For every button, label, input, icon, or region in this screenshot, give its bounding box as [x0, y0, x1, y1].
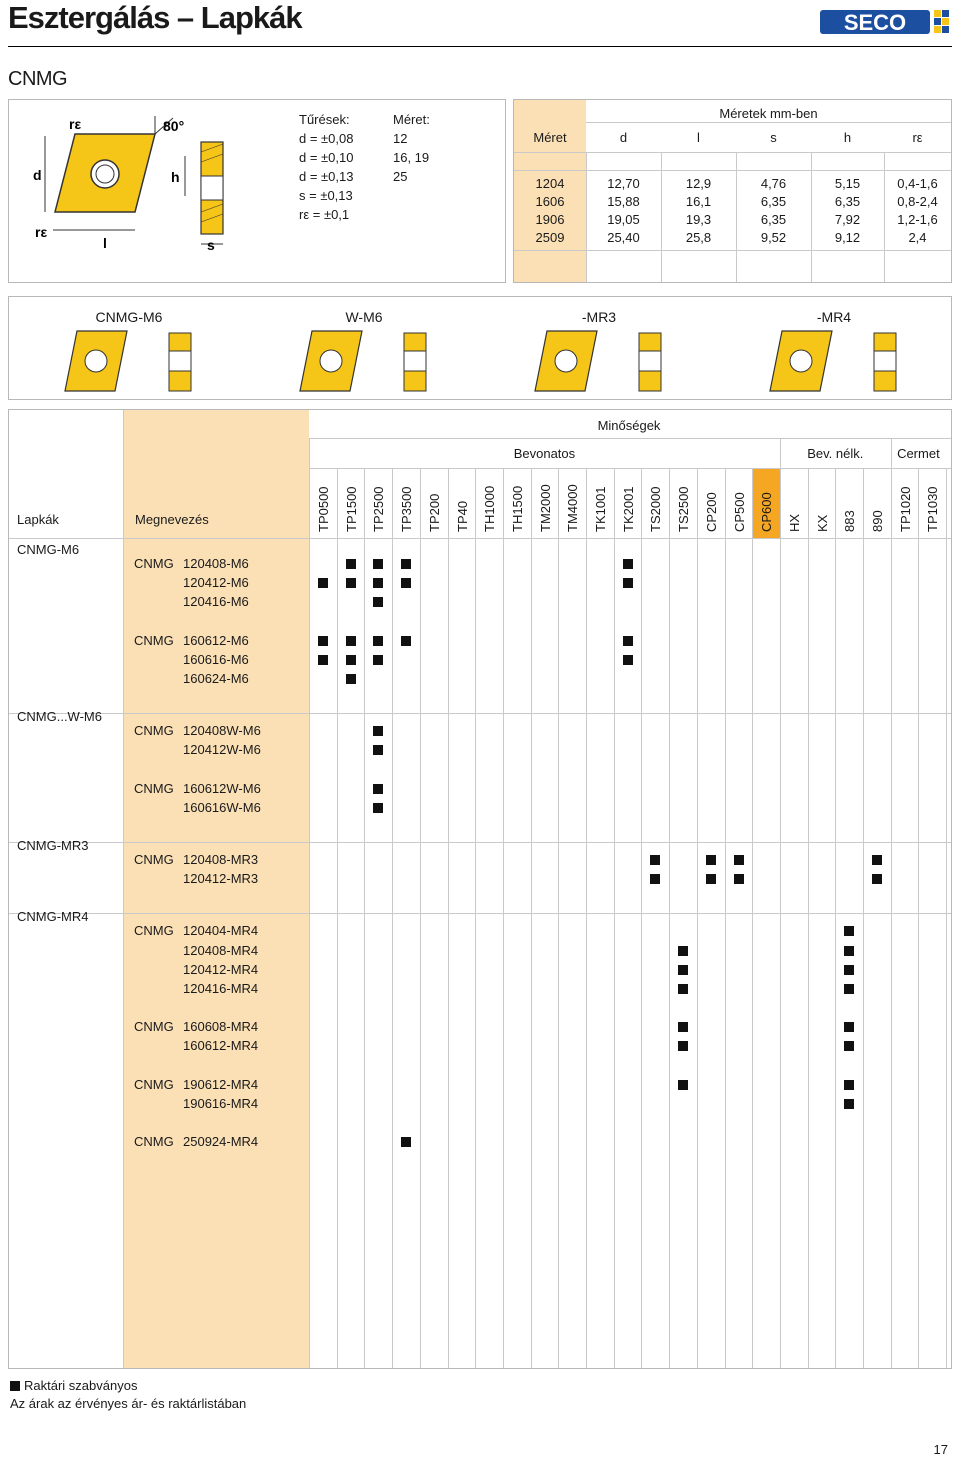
rule — [661, 152, 662, 282]
rule — [614, 468, 615, 1368]
rule — [514, 152, 951, 153]
stock-mark — [373, 745, 383, 755]
dimension-value: 1,2-1,6 — [897, 212, 938, 227]
label-s: s — [207, 237, 215, 253]
stock-mark — [844, 1022, 854, 1032]
row-name: 120416-MR4 — [183, 981, 259, 996]
row-name: 120408-MR3 — [183, 852, 259, 867]
grade-header: TP1020 — [897, 486, 913, 532]
geometry-label: -MR3 — [581, 309, 617, 325]
stock-mark — [844, 984, 854, 994]
tolerance-header: Tűrések: — [299, 112, 350, 127]
row-prefix: CNMG — [134, 1134, 174, 1149]
rule — [420, 468, 421, 1368]
rule — [586, 468, 587, 1368]
stock-mark — [373, 559, 383, 569]
row-name: 190612-MR4 — [183, 1076, 259, 1092]
grade-header: TP2500 — [371, 486, 387, 532]
tolerance-value: d = ±0,10 — [299, 150, 354, 165]
stock-mark — [373, 784, 383, 794]
stock-mark — [734, 874, 744, 884]
grade-header: TS2000 — [648, 486, 664, 532]
rule — [586, 122, 951, 123]
coated-header: Bevonatos — [513, 446, 576, 461]
stock-mark — [844, 1041, 854, 1051]
geometry-label: CNMG-M6 — [95, 309, 163, 325]
dimension-value: 15,88 — [607, 194, 640, 209]
grade-header: KX — [814, 514, 830, 532]
row-name: 160612W-M6 — [183, 780, 261, 796]
dimension-value: 7,92 — [834, 212, 861, 227]
stock-mark — [650, 855, 660, 865]
name-column-bg — [123, 410, 309, 1368]
rule — [863, 468, 864, 1368]
row-name: 120404-MR4 — [183, 923, 259, 939]
column-header: s — [770, 130, 777, 145]
row-prefix: CNMG — [134, 780, 174, 796]
grade-header: TP1500 — [343, 486, 359, 532]
tolerances-list — [299, 110, 453, 224]
dimension-value: 25,8 — [685, 230, 712, 245]
stock-mark — [678, 946, 688, 956]
row-name: 160624-M6 — [183, 671, 249, 686]
stock-mark — [706, 874, 716, 884]
geometry-label: W-M6 — [345, 309, 383, 325]
rule — [736, 152, 737, 282]
size-value — [393, 205, 453, 224]
row-name: 160612-M6 — [183, 632, 249, 648]
stock-mark — [706, 855, 716, 865]
rule — [835, 468, 836, 1368]
grade-header: TK2001 — [620, 486, 636, 532]
geometry-illustration — [294, 329, 444, 393]
size-code: 1606 — [535, 194, 565, 209]
dimension-value: 25,40 — [607, 230, 640, 245]
grade-header: 883 — [842, 510, 858, 532]
tolerance-value: s = ±0,13 — [299, 188, 353, 203]
page-number: 17 — [933, 1442, 948, 1457]
name-header: Megnevezés — [135, 512, 209, 527]
uncoated-header: Bev. nélk. — [807, 446, 864, 461]
grades-table — [8, 409, 952, 1369]
stock-mark — [318, 655, 328, 665]
row-prefix: CNMG — [134, 723, 174, 739]
stock-mark — [318, 578, 328, 588]
row-name: 160616W-M6 — [183, 799, 261, 815]
stock-mark — [373, 597, 383, 607]
dimension-value: 0,4-1,6 — [897, 176, 938, 191]
grade-header: CP200 — [703, 492, 719, 532]
row-prefix: CNMG — [134, 852, 174, 867]
rule — [586, 152, 587, 282]
tolerance-value: rε = ±0,1 — [299, 207, 350, 222]
rule — [531, 468, 532, 1368]
stock-mark — [373, 578, 383, 588]
section-title: CNMG — [8, 68, 68, 90]
size-value — [393, 186, 453, 205]
row-name: 120412-MR4 — [183, 961, 259, 977]
grade-header: TM4000 — [565, 484, 581, 532]
dimension-value: 16,1 — [685, 194, 712, 209]
stock-mark — [734, 855, 744, 865]
label-re-bottom: rε — [35, 224, 48, 240]
row-prefix: CNMG — [134, 556, 174, 571]
label-l: l — [103, 235, 107, 251]
group-label: CNMG-MR4 — [17, 909, 89, 925]
rule — [669, 468, 670, 1368]
rule — [558, 468, 559, 1368]
label-d: d — [33, 167, 42, 183]
rule — [448, 468, 449, 1368]
column-header: Méret — [533, 130, 567, 145]
size-value: 25 — [393, 169, 408, 184]
dimensions-title: Méretek mm-ben — [719, 106, 818, 121]
price-note: Az árak az érvényes ár- és raktárlistában — [10, 1396, 247, 1411]
dimension-value: 6,35 — [760, 212, 787, 227]
dimension-value: 9,52 — [760, 230, 787, 245]
brand-name: SECO — [843, 10, 907, 35]
label-angle: 80° — [163, 118, 185, 134]
stock-mark — [844, 1099, 854, 1109]
stock-mark — [346, 559, 356, 569]
column-header: d — [619, 130, 628, 145]
rule — [309, 438, 310, 1368]
stock-mark — [346, 655, 356, 665]
grade-header: TP40 — [454, 500, 470, 532]
tolerance-value: d = ±0,13 — [299, 169, 354, 184]
column-header: l — [697, 130, 700, 145]
rule — [808, 468, 809, 1368]
inserts-header: Lapkák — [17, 512, 59, 527]
stock-mark — [678, 1022, 688, 1032]
size-header: Méret: — [393, 112, 430, 127]
grade-header: HX — [786, 513, 802, 532]
rule — [891, 438, 892, 1368]
stock-mark — [678, 1041, 688, 1051]
stock-mark — [318, 636, 328, 646]
grades-header: Minőségek — [597, 418, 661, 433]
rule — [9, 842, 951, 843]
dimension-value: 12,9 — [685, 176, 712, 191]
rule — [884, 152, 885, 282]
legend — [10, 1378, 137, 1393]
stock-mark — [623, 655, 633, 665]
column-header: h — [843, 130, 852, 145]
size-value: 16, 19 — [393, 150, 430, 165]
dimension-value: 12,70 — [607, 176, 640, 191]
grade-header: TH1000 — [482, 485, 498, 532]
dimension-value: 9,12 — [834, 230, 861, 245]
row-name: 250924-MR4 — [183, 1134, 259, 1149]
rule — [9, 538, 951, 539]
size-code: 1906 — [535, 212, 565, 227]
size-code: 2509 — [535, 230, 565, 245]
rule — [725, 468, 726, 1368]
stock-square-icon — [10, 1381, 20, 1391]
stock-mark — [678, 1080, 688, 1090]
label-re-top: rε — [69, 116, 82, 132]
row-name: 120408W-M6 — [183, 723, 261, 739]
insert-technical-drawing — [23, 112, 293, 262]
dimension-value: 6,35 — [834, 194, 861, 209]
stock-mark — [373, 636, 383, 646]
grade-header: TP0500 — [316, 486, 331, 532]
rule — [309, 468, 951, 469]
grade-header: TS2500 — [676, 486, 692, 532]
dimension-value: 0,8-2,4 — [897, 194, 938, 209]
stock-mark — [346, 578, 356, 588]
row-name: 190616-MR4 — [183, 1095, 259, 1111]
dimension-value: 6,35 — [760, 194, 787, 209]
rule — [475, 468, 476, 1368]
grade-header: TK1001 — [593, 486, 608, 532]
cermet-header: Cermet — [897, 446, 940, 461]
grade-header: TM2000 — [537, 484, 553, 532]
stock-mark — [623, 559, 633, 569]
geometry-illustration — [764, 329, 914, 393]
row-prefix: CNMG — [134, 1019, 174, 1035]
stock-mark — [844, 946, 854, 956]
rule — [514, 250, 951, 251]
rule — [946, 468, 947, 1368]
stock-mark — [844, 965, 854, 975]
stock-mark — [678, 965, 688, 975]
size-column-bg — [514, 100, 586, 282]
stock-mark — [872, 874, 882, 884]
row-prefix: CNMG — [134, 1076, 174, 1092]
group-label: CNMG-M6 — [17, 542, 80, 557]
row-name: 160608-MR4 — [183, 1019, 259, 1035]
column-header: rε — [912, 130, 923, 145]
row-prefix: CNMG — [134, 923, 174, 939]
dimension-value: 19,3 — [685, 212, 712, 227]
stock-mark — [373, 655, 383, 665]
stock-mark — [844, 926, 854, 936]
grade-header: CP600 — [759, 492, 775, 532]
stock-mark — [872, 855, 882, 865]
group-label: CNMG-MR3 — [17, 838, 89, 853]
insert-drawing-panel — [8, 99, 506, 283]
grade-header: TP1030 — [925, 486, 941, 532]
rule — [9, 713, 951, 714]
row-name: 160612-MR4 — [183, 1038, 259, 1054]
stock-mark — [401, 636, 411, 646]
geometry-illustration — [59, 329, 209, 393]
rule — [364, 468, 365, 1368]
grade-header: TH1500 — [509, 485, 525, 532]
dimension-value: 2,4 — [908, 230, 927, 245]
tolerance-value: d = ±0,08 — [299, 131, 354, 146]
dimension-value: 19,05 — [607, 212, 640, 227]
row-name: 120412-MR3 — [183, 871, 259, 887]
stock-mark — [373, 803, 383, 813]
stock-mark — [650, 874, 660, 884]
label-h: h — [171, 169, 180, 185]
row-prefix: CNMG — [134, 632, 174, 648]
page-title: Esztergálás – Lapkák — [8, 0, 302, 35]
rule — [9, 913, 951, 914]
grade-header: TP3500 — [399, 486, 415, 532]
group-label: CNMG...W-M6 — [17, 709, 102, 725]
stock-mark — [401, 578, 411, 588]
dimension-value: 4,76 — [760, 176, 787, 191]
row-name: 120416-M6 — [183, 594, 249, 610]
stock-mark — [623, 578, 633, 588]
rule — [697, 468, 698, 1368]
size-value: 12 — [393, 131, 408, 146]
rule — [309, 438, 951, 439]
row-name: 120412W-M6 — [183, 742, 261, 758]
rule — [641, 468, 642, 1368]
dimensions-table — [513, 99, 952, 283]
stock-mark — [401, 1137, 411, 1147]
rule — [503, 468, 504, 1368]
grade-header: TP200 — [426, 493, 442, 532]
rule — [337, 468, 338, 1368]
geometry-strip — [8, 296, 952, 400]
grade-header: CP500 — [731, 492, 747, 532]
geometry-label: -MR4 — [816, 309, 852, 325]
stock-mark — [373, 726, 383, 736]
row-name: 120408-MR4 — [183, 942, 259, 958]
legend-text: Raktári szabványos — [24, 1378, 138, 1393]
stock-mark — [844, 1080, 854, 1090]
row-name: 120412-M6 — [183, 575, 249, 591]
stock-mark — [346, 674, 356, 684]
rule — [514, 170, 951, 171]
rule — [780, 438, 781, 1368]
grade-header: 890 — [870, 510, 885, 532]
size-code: 1204 — [535, 176, 565, 191]
brand-logo-icon — [820, 8, 950, 36]
geometry-illustration — [529, 329, 679, 393]
row-name: 120408-M6 — [183, 556, 249, 571]
seco-logo — [820, 8, 950, 41]
rule — [392, 468, 393, 1368]
dimension-value: 5,15 — [834, 176, 861, 191]
header-rule — [8, 46, 952, 47]
rule — [918, 468, 919, 1368]
rule — [811, 152, 812, 282]
stock-mark — [678, 984, 688, 994]
stock-mark — [401, 559, 411, 569]
rule — [123, 410, 124, 1368]
stock-mark — [346, 636, 356, 646]
stock-mark — [623, 636, 633, 646]
tolerance-grid — [299, 110, 453, 224]
row-name: 160616-M6 — [183, 651, 249, 667]
rule — [752, 468, 753, 1368]
